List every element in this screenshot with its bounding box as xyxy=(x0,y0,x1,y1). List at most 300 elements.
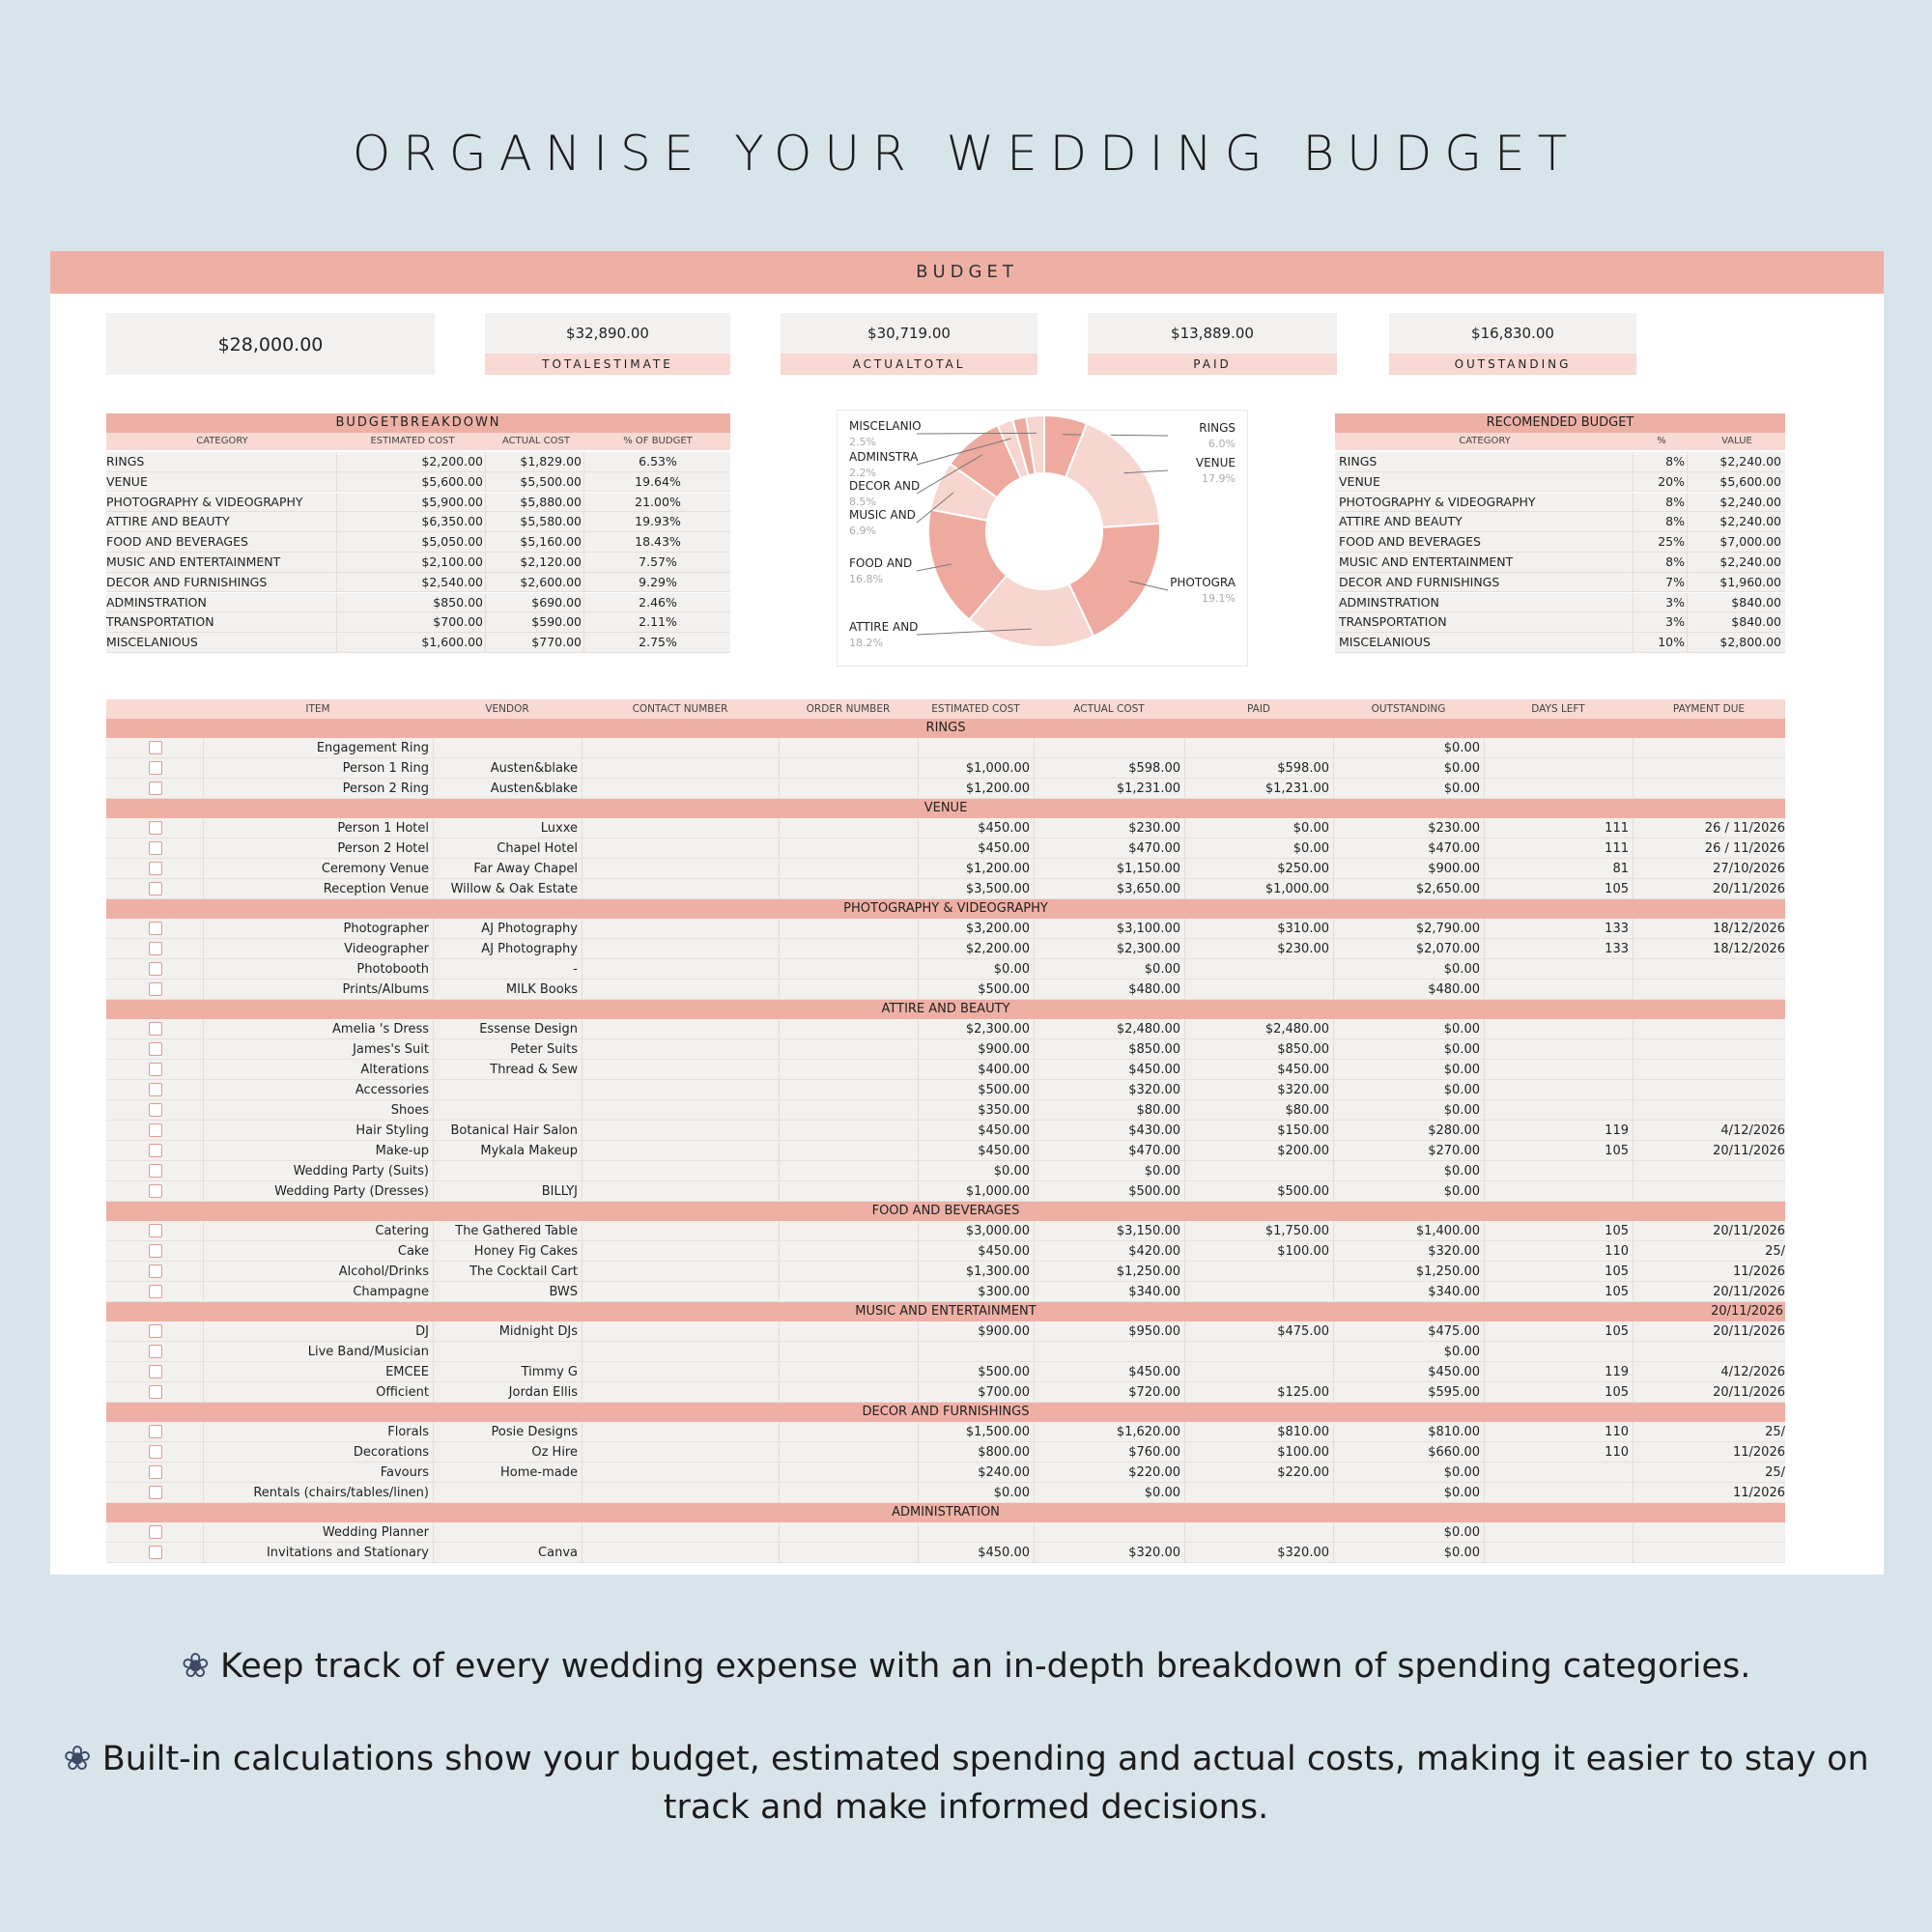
item-cell[interactable]: 110 xyxy=(1605,1445,1629,1460)
item-cell[interactable]: Luxxe xyxy=(540,821,578,836)
item-cell[interactable]: $450.00 xyxy=(978,821,1030,836)
paid-checkbox[interactable] xyxy=(149,1224,162,1237)
item-cell[interactable]: $0.00 xyxy=(1443,741,1480,755)
item-cell[interactable]: Florals xyxy=(387,1425,429,1439)
section-header xyxy=(106,899,1785,919)
item-cell[interactable]: Champagne xyxy=(353,1285,429,1299)
item-cell[interactable]: $500.00 xyxy=(978,1365,1030,1379)
cell-divider xyxy=(1184,1522,1185,1542)
item-cell[interactable]: $0.00 xyxy=(1443,962,1480,977)
paid-checkbox[interactable] xyxy=(149,761,162,775)
paid-checkbox[interactable] xyxy=(149,1345,162,1358)
item-cell[interactable]: 11/2026 xyxy=(1732,1486,1785,1500)
paid-checkbox[interactable] xyxy=(149,1445,162,1459)
item-cell[interactable]: 110 xyxy=(1605,1425,1629,1439)
recommended-cell: MISCELANIOUS xyxy=(1339,635,1431,650)
item-cell[interactable]: $450.00 xyxy=(978,841,1030,856)
item-cell[interactable]: Essense Design xyxy=(479,1022,578,1037)
item-cell[interactable]: $1,250.00 xyxy=(1116,1264,1180,1279)
item-cell[interactable]: The Gathered Table xyxy=(455,1224,578,1238)
item-cell[interactable]: Wedding Party (Dresses) xyxy=(274,1184,429,1199)
item-cell[interactable]: Shoes xyxy=(390,1103,429,1118)
item-cell[interactable]: $810.00 xyxy=(1277,1425,1329,1439)
item-cell[interactable]: Officient xyxy=(376,1385,429,1400)
item-cell[interactable]: $430.00 xyxy=(1128,1123,1180,1138)
item-cell[interactable]: Botanical Hair Salon xyxy=(450,1123,578,1138)
item-cell[interactable]: Person 2 Hotel xyxy=(337,841,429,856)
item-cell[interactable]: Wedding Planner xyxy=(322,1525,429,1540)
cell-divider xyxy=(1184,738,1185,757)
item-cell[interactable]: Person 1 Ring xyxy=(342,761,429,776)
item-cell[interactable]: Austen&blake xyxy=(490,761,578,776)
item-cell[interactable]: $310.00 xyxy=(1277,922,1329,936)
item-cell[interactable]: Jordan Ellis xyxy=(508,1385,578,1400)
item-cell[interactable]: 25/ xyxy=(1765,1244,1785,1259)
item-cell[interactable]: 25/ xyxy=(1765,1425,1785,1439)
item-cell[interactable]: $0.00 xyxy=(1443,1083,1480,1097)
item-cell[interactable]: Videographer xyxy=(344,942,429,956)
item-cell[interactable]: $1,400.00 xyxy=(1415,1224,1480,1238)
item-cell[interactable]: $470.00 xyxy=(1128,1144,1180,1158)
breakdown-cell: MISCELANIOUS xyxy=(106,635,198,650)
item-cell[interactable]: $720.00 xyxy=(1128,1385,1180,1400)
item-cell[interactable]: 4/12/2026 xyxy=(1720,1365,1785,1379)
item-cell[interactable]: 26 / 11/2026 xyxy=(1704,841,1785,856)
item-cell[interactable]: 133 xyxy=(1605,922,1629,936)
item-cell[interactable]: $450.00 xyxy=(978,1244,1030,1259)
item-cell[interactable]: $2,300.00 xyxy=(1116,942,1180,956)
cell-divider xyxy=(779,919,780,938)
budget-total-box[interactable] xyxy=(106,313,435,375)
paid-checkbox[interactable] xyxy=(149,821,162,835)
item-cell[interactable]: $200.00 xyxy=(1277,1144,1329,1158)
item-cell[interactable]: Favours xyxy=(380,1465,429,1480)
item-cell[interactable]: $400.00 xyxy=(978,1063,1030,1077)
col-header: VALUE xyxy=(1721,436,1752,446)
item-cell[interactable]: $2,200.00 xyxy=(965,942,1030,956)
item-cell[interactable]: Thread & Sew xyxy=(490,1063,578,1077)
paid-checkbox[interactable] xyxy=(149,1365,162,1378)
item-cell[interactable]: 105 xyxy=(1605,1285,1629,1299)
item-cell[interactable]: $1,750.00 xyxy=(1264,1224,1329,1238)
item-cell[interactable]: $320.00 xyxy=(1428,1244,1480,1259)
section-header xyxy=(106,1503,1785,1522)
item-cell[interactable]: 105 xyxy=(1605,1264,1629,1279)
col-header: PAID xyxy=(1246,703,1271,715)
item-cell[interactable]: $100.00 xyxy=(1277,1445,1329,1460)
item-cell[interactable]: Hair Styling xyxy=(355,1123,429,1138)
item-cell[interactable]: Mykala Makeup xyxy=(480,1144,578,1158)
cell-divider xyxy=(1633,532,1634,552)
item-cell[interactable]: 105 xyxy=(1605,1144,1629,1158)
paid-checkbox[interactable] xyxy=(149,1063,162,1076)
item-cell[interactable]: Amelia 's Dress xyxy=(332,1022,429,1037)
item-cell[interactable]: $0.00 xyxy=(993,962,1030,977)
item-cell[interactable]: $300.00 xyxy=(978,1285,1030,1299)
item-cell[interactable]: $500.00 xyxy=(978,982,1030,997)
item-cell[interactable]: 26 / 11/2026 xyxy=(1704,821,1785,836)
paid-checkbox[interactable] xyxy=(149,1525,162,1539)
item-cell[interactable]: $480.00 xyxy=(1428,982,1480,997)
paid-checkbox[interactable] xyxy=(149,781,162,795)
item-cell[interactable]: $760.00 xyxy=(1128,1445,1180,1460)
item-cell[interactable]: $3,500.00 xyxy=(965,882,1030,896)
item-cell[interactable]: Timmy G xyxy=(521,1365,578,1379)
item-cell[interactable]: $1,200.00 xyxy=(965,862,1030,876)
item-cell[interactable]: $900.00 xyxy=(978,1042,1030,1057)
item-cell[interactable]: Accessories xyxy=(355,1083,429,1097)
item-cell[interactable]: 105 xyxy=(1605,1385,1629,1400)
item-cell[interactable]: MILK Books xyxy=(505,982,578,997)
item-cell[interactable]: Oz Hire xyxy=(531,1445,578,1460)
item-cell[interactable]: $3,000.00 xyxy=(965,1224,1030,1238)
item-cell[interactable]: $850.00 xyxy=(1277,1042,1329,1057)
item-cell[interactable]: Photobooth xyxy=(356,962,429,977)
item-cell[interactable]: $1,500.00 xyxy=(965,1425,1030,1439)
item-cell[interactable]: $320.00 xyxy=(1277,1546,1329,1560)
item-cell[interactable]: $350.00 xyxy=(978,1103,1030,1118)
item-cell[interactable]: $230.00 xyxy=(1128,821,1180,836)
cell-divider xyxy=(779,1241,780,1261)
item-cell[interactable]: Invitations and Stationary xyxy=(266,1546,429,1560)
item-cell[interactable]: $0.00 xyxy=(1443,1546,1480,1560)
item-cell[interactable]: $2,790.00 xyxy=(1415,922,1480,936)
item-cell[interactable]: Person 2 Ring xyxy=(342,781,429,796)
item-cell[interactable]: $598.00 xyxy=(1128,761,1180,776)
item-cell[interactable]: $450.00 xyxy=(1428,1365,1480,1379)
item-cell[interactable]: 20/11/2026 xyxy=(1713,1285,1785,1299)
paid-checkbox[interactable] xyxy=(149,1264,162,1278)
item-cell[interactable]: Photographer xyxy=(343,922,429,936)
item-cell[interactable]: $500.00 xyxy=(1277,1184,1329,1199)
item-cell[interactable]: $230.00 xyxy=(1277,942,1329,956)
item-row xyxy=(106,1039,1785,1060)
item-cell[interactable]: $450.00 xyxy=(1128,1365,1180,1379)
item-cell[interactable]: $660.00 xyxy=(1428,1445,1480,1460)
item-cell[interactable]: $240.00 xyxy=(978,1465,1030,1480)
item-cell[interactable]: $0.00 xyxy=(1443,1486,1480,1500)
item-cell[interactable]: Rentals (chairs/tables/linen) xyxy=(253,1486,429,1500)
item-cell[interactable]: Person 1 Hotel xyxy=(337,821,429,836)
item-cell[interactable]: $0.00 xyxy=(1144,962,1180,977)
item-cell[interactable]: $80.00 xyxy=(1136,1103,1180,1118)
item-cell[interactable]: AJ Photography xyxy=(481,922,578,936)
item-cell[interactable]: AJ Photography xyxy=(481,942,578,956)
item-cell[interactable]: $850.00 xyxy=(1128,1042,1180,1057)
item-cell[interactable]: 11/2026 xyxy=(1732,1264,1785,1279)
item-cell[interactable]: $0.00 xyxy=(1443,1063,1480,1077)
paid-checkbox[interactable] xyxy=(149,1144,162,1157)
item-cell[interactable]: $420.00 xyxy=(1128,1244,1180,1259)
item-cell[interactable]: $1,150.00 xyxy=(1116,862,1180,876)
item-cell[interactable]: $1,231.00 xyxy=(1264,781,1329,796)
item-cell[interactable]: $340.00 xyxy=(1428,1285,1480,1299)
paid-checkbox[interactable] xyxy=(149,982,162,996)
item-cell[interactable]: $220.00 xyxy=(1128,1465,1180,1480)
item-cell[interactable]: $1,000.00 xyxy=(1264,882,1329,896)
item-cell[interactable]: Ceremony Venue xyxy=(321,862,429,876)
item-cell[interactable]: $0.00 xyxy=(993,1486,1030,1500)
item-cell[interactable]: Live Band/Musician xyxy=(307,1345,429,1359)
item-cell[interactable]: 133 xyxy=(1605,942,1629,956)
stat-value: $32,890.00 xyxy=(566,325,649,342)
paid-checkbox[interactable] xyxy=(149,1285,162,1298)
item-cell[interactable]: $480.00 xyxy=(1128,982,1180,997)
breakdown-row xyxy=(106,633,730,653)
item-cell[interactable]: $3,650.00 xyxy=(1116,882,1180,896)
item-cell[interactable]: $950.00 xyxy=(1128,1324,1180,1339)
item-cell[interactable]: $2,650.00 xyxy=(1415,882,1480,896)
breakdown-cell: $2,120.00 xyxy=(520,554,582,569)
cell-divider xyxy=(336,573,337,592)
cell-divider xyxy=(1184,1282,1185,1301)
item-cell[interactable]: $0.00 xyxy=(1443,1184,1480,1199)
item-cell[interactable]: $0.00 xyxy=(1443,1345,1480,1359)
item-cell[interactable]: Willow & Oak Estate xyxy=(450,882,578,896)
item-cell[interactable]: 20/11/2026 xyxy=(1713,1324,1785,1339)
slice-label: MISCELANIO xyxy=(849,419,922,433)
cell-divider xyxy=(779,738,780,757)
item-cell[interactable]: 27/10/2026 xyxy=(1713,862,1785,876)
item-cell[interactable]: $1,250.00 xyxy=(1415,1264,1480,1279)
item-cell[interactable]: $340.00 xyxy=(1128,1285,1180,1299)
item-cell[interactable]: $800.00 xyxy=(978,1445,1030,1460)
item-cell[interactable]: $250.00 xyxy=(1277,862,1329,876)
item-cell[interactable]: $3,150.00 xyxy=(1116,1224,1180,1238)
item-cell[interactable]: $1,000.00 xyxy=(965,761,1030,776)
paid-checkbox[interactable] xyxy=(149,1244,162,1258)
item-cell[interactable]: $3,200.00 xyxy=(965,922,1030,936)
item-cell[interactable]: Prints/Albums xyxy=(342,982,429,997)
paid-checkbox[interactable] xyxy=(149,1103,162,1117)
item-cell[interactable]: Honey Fig Cakes xyxy=(473,1244,578,1259)
item-cell[interactable]: Canva xyxy=(538,1546,578,1560)
item-cell[interactable]: BILLYJ xyxy=(541,1184,578,1199)
item-cell[interactable]: EMCEE xyxy=(385,1365,429,1379)
paid-checkbox[interactable] xyxy=(149,882,162,895)
item-cell[interactable]: Posie Designs xyxy=(491,1425,578,1439)
item-cell[interactable]: 105 xyxy=(1605,882,1629,896)
item-cell[interactable]: The Cocktail Cart xyxy=(469,1264,578,1279)
item-cell[interactable]: $3,100.00 xyxy=(1116,922,1180,936)
item-cell[interactable]: 105 xyxy=(1605,1224,1629,1238)
item-row xyxy=(106,738,1785,758)
item-cell[interactable]: 18/12/2026 xyxy=(1713,922,1785,936)
item-cell[interactable]: $0.00 xyxy=(1293,841,1329,856)
cell-divider xyxy=(918,738,919,757)
paid-checkbox[interactable] xyxy=(149,922,162,935)
item-cell[interactable]: Reception Venue xyxy=(323,882,429,896)
item-cell[interactable]: $2,480.00 xyxy=(1116,1022,1180,1037)
item-cell[interactable]: $100.00 xyxy=(1277,1244,1329,1259)
item-cell[interactable]: Make-up xyxy=(375,1144,429,1158)
cell-divider xyxy=(485,633,486,652)
item-cell[interactable]: $1,300.00 xyxy=(965,1264,1030,1279)
item-row xyxy=(106,1463,1785,1483)
item-cell[interactable]: $0.00 xyxy=(1443,1465,1480,1480)
item-cell[interactable]: Decorations xyxy=(353,1445,429,1460)
item-cell[interactable]: Chapel Hotel xyxy=(497,841,578,856)
col-header: VENDOR xyxy=(485,703,529,715)
item-cell[interactable]: $1,231.00 xyxy=(1116,781,1180,796)
item-cell[interactable]: Alterations xyxy=(360,1063,429,1077)
item-cell[interactable]: $125.00 xyxy=(1277,1385,1329,1400)
item-cell[interactable]: $450.00 xyxy=(1277,1063,1329,1077)
cell-divider xyxy=(1633,1060,1634,1079)
paid-checkbox[interactable] xyxy=(149,1164,162,1178)
paid-checkbox[interactable] xyxy=(149,1083,162,1096)
item-cell[interactable]: $1,200.00 xyxy=(965,781,1030,796)
recommended-cell: ATTIRE AND BEAUTY xyxy=(1339,514,1463,529)
col-header: PAYMENT DUE xyxy=(1672,703,1746,715)
paid-checkbox[interactable] xyxy=(149,1042,162,1056)
item-cell[interactable]: Engagement Ring xyxy=(316,741,429,755)
paid-checkbox[interactable] xyxy=(149,962,162,976)
item-cell[interactable]: 20/11/2026 xyxy=(1713,1385,1785,1400)
cell-divider xyxy=(1484,980,1485,999)
recommended-row xyxy=(1335,472,1785,493)
item-cell[interactable]: Peter Suits xyxy=(510,1042,578,1057)
paid-checkbox[interactable] xyxy=(149,841,162,855)
breakdown-cell: $2,540.00 xyxy=(421,574,483,589)
item-cell[interactable]: $0.00 xyxy=(1443,1525,1480,1540)
item-cell[interactable]: $1,000.00 xyxy=(965,1184,1030,1199)
item-cell[interactable]: $900.00 xyxy=(978,1324,1030,1339)
item-cell[interactable]: 105 xyxy=(1605,1324,1629,1339)
cell-divider xyxy=(779,1362,780,1381)
item-cell[interactable]: $450.00 xyxy=(1128,1063,1180,1077)
paid-checkbox[interactable] xyxy=(149,1324,162,1338)
item-cell[interactable]: Cake xyxy=(397,1244,429,1259)
item-cell[interactable]: 111 xyxy=(1605,821,1629,836)
item-cell[interactable]: 110 xyxy=(1605,1244,1629,1259)
item-cell[interactable]: James's Suit xyxy=(353,1042,429,1057)
cell-divider xyxy=(583,493,584,512)
cell-divider xyxy=(1633,1100,1634,1120)
item-cell[interactable]: $470.00 xyxy=(1128,841,1180,856)
item-cell[interactable]: 111 xyxy=(1605,841,1629,856)
item-cell[interactable]: BWS xyxy=(549,1285,578,1299)
item-cell[interactable]: $0.00 xyxy=(1443,1103,1480,1118)
item-cell[interactable]: - xyxy=(573,962,578,977)
item-cell[interactable]: $810.00 xyxy=(1428,1425,1480,1439)
item-cell[interactable]: 20/11/2026 xyxy=(1713,882,1785,896)
cell-divider xyxy=(583,612,584,632)
item-cell[interactable]: Wedding Party (Suits) xyxy=(293,1164,429,1179)
stat-label: PAID xyxy=(1088,354,1337,375)
cell-divider xyxy=(779,1463,780,1482)
item-cell[interactable]: $475.00 xyxy=(1428,1324,1480,1339)
item-cell[interactable]: Alcohol/Drinks xyxy=(338,1264,429,1279)
slice-label: MUSIC AND xyxy=(849,508,916,522)
paid-checkbox[interactable] xyxy=(149,862,162,875)
paid-checkbox[interactable] xyxy=(149,1184,162,1198)
cell-divider xyxy=(583,573,584,592)
paid-checkbox[interactable] xyxy=(149,741,162,754)
item-cell[interactable]: 20/11/2026 xyxy=(1713,1224,1785,1238)
slice-label: DECOR AND xyxy=(849,479,921,493)
paid-checkbox[interactable] xyxy=(149,1465,162,1479)
item-cell[interactable]: 4/12/2026 xyxy=(1720,1123,1785,1138)
item-cell[interactable]: Midnight DJs xyxy=(498,1324,578,1339)
item-cell[interactable]: 18/12/2026 xyxy=(1713,942,1785,956)
paid-checkbox[interactable] xyxy=(149,1425,162,1438)
item-cell[interactable]: $2,070.00 xyxy=(1415,942,1480,956)
item-cell[interactable]: Austen&blake xyxy=(490,781,578,796)
item-cell[interactable]: $2,300.00 xyxy=(965,1022,1030,1037)
item-cell[interactable]: 11/2026 xyxy=(1732,1445,1785,1460)
item-cell[interactable]: $598.00 xyxy=(1277,761,1329,776)
item-cell[interactable]: $0.00 xyxy=(1144,1486,1180,1500)
stat-label: OUTSTANDING xyxy=(1389,354,1636,375)
item-cell[interactable]: $0.00 xyxy=(1443,1164,1480,1179)
breakdown-row xyxy=(106,553,730,573)
item-cell[interactable]: $450.00 xyxy=(978,1123,1030,1138)
item-cell[interactable]: $0.00 xyxy=(1443,761,1480,776)
paid-checkbox[interactable] xyxy=(149,1123,162,1137)
paid-checkbox[interactable] xyxy=(149,1385,162,1399)
item-cell[interactable]: Catering xyxy=(375,1224,429,1238)
paid-checkbox[interactable] xyxy=(149,1546,162,1559)
item-cell[interactable]: $0.00 xyxy=(1443,1042,1480,1057)
item-cell[interactable]: DJ xyxy=(415,1324,429,1339)
item-cell[interactable]: $900.00 xyxy=(1428,862,1480,876)
paid-checkbox[interactable] xyxy=(149,942,162,955)
item-cell[interactable]: $0.00 xyxy=(993,1164,1030,1179)
item-cell[interactable]: 119 xyxy=(1605,1365,1629,1379)
breakdown-cell: 19.64% xyxy=(635,473,681,489)
item-cell[interactable]: 20/11/2026 xyxy=(1713,1144,1785,1158)
item-cell[interactable]: $0.00 xyxy=(1443,1022,1480,1037)
item-cell[interactable]: $500.00 xyxy=(978,1083,1030,1097)
item-cell[interactable]: $450.00 xyxy=(978,1144,1030,1158)
item-cell[interactable]: $320.00 xyxy=(1277,1083,1329,1097)
item-cell[interactable]: $320.00 xyxy=(1128,1083,1180,1097)
item-cell[interactable]: $595.00 xyxy=(1428,1385,1480,1400)
item-cell[interactable]: 119 xyxy=(1605,1123,1629,1138)
item-cell[interactable]: $500.00 xyxy=(1128,1184,1180,1199)
item-cell[interactable]: $280.00 xyxy=(1428,1123,1480,1138)
item-row xyxy=(106,1080,1785,1100)
item-cell[interactable]: $700.00 xyxy=(978,1385,1030,1400)
item-cell[interactable]: $80.00 xyxy=(1285,1103,1329,1118)
col-header: OUTSTANDING xyxy=(1371,703,1446,715)
item-cell[interactable]: $320.00 xyxy=(1128,1546,1180,1560)
item-cell[interactable]: $150.00 xyxy=(1277,1123,1329,1138)
item-cell[interactable]: $230.00 xyxy=(1428,821,1480,836)
breakdown-row xyxy=(106,573,730,593)
paid-checkbox[interactable] xyxy=(149,1022,162,1036)
item-row xyxy=(106,859,1785,879)
item-cell[interactable]: $0.00 xyxy=(1293,821,1329,836)
item-cell[interactable]: 25/ xyxy=(1765,1465,1785,1480)
item-cell[interactable]: $2,480.00 xyxy=(1264,1022,1329,1037)
item-cell[interactable]: $220.00 xyxy=(1277,1465,1329,1480)
item-cell[interactable]: $0.00 xyxy=(1144,1164,1180,1179)
item-cell[interactable]: $0.00 xyxy=(1443,781,1480,796)
cell-divider xyxy=(1633,493,1634,512)
item-cell[interactable]: $475.00 xyxy=(1277,1324,1329,1339)
item-cell[interactable]: $270.00 xyxy=(1428,1144,1480,1158)
item-cell[interactable]: Home-made xyxy=(500,1465,578,1480)
paid-checkbox[interactable] xyxy=(149,1486,162,1499)
item-cell[interactable]: $450.00 xyxy=(978,1546,1030,1560)
cell-divider xyxy=(779,859,780,878)
item-cell[interactable]: Far Away Chapel xyxy=(473,862,578,876)
item-cell[interactable]: 81 xyxy=(1612,862,1629,876)
item-cell[interactable]: $470.00 xyxy=(1428,841,1480,856)
item-cell[interactable]: $1,620.00 xyxy=(1116,1425,1180,1439)
